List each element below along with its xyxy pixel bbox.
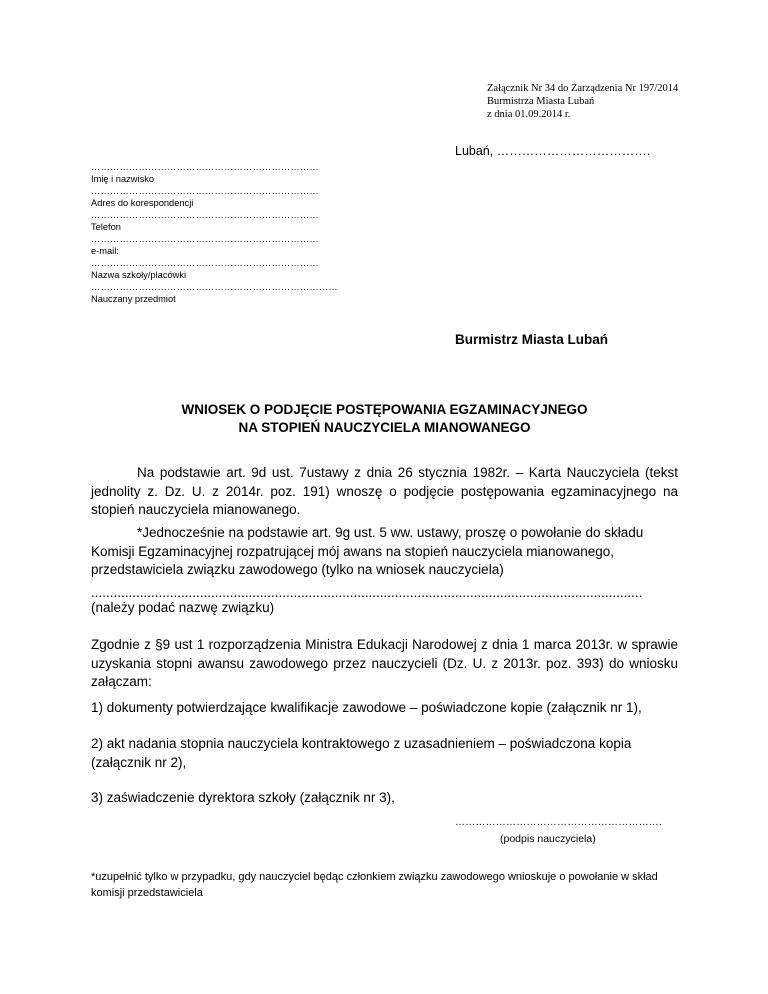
sender-field-label: Imię i nazwisko	[91, 174, 155, 184]
annex-line-1: Załącznik Nr 34 do Zarządzenia Nr 197/2014	[487, 83, 679, 94]
document-title	[91, 401, 678, 437]
paragraph-union-request: *Jednocześnie na podstawie art. 9g ust. 5 ww. ustawy, proszę o powołanie do składu Komisji Egzaminacyjnej rozpatrującej mój awans na stopień nauczyciela mianowanego, przedstawiciela związku zawodowego (tylko na wniosek nauczyciela)	[91, 525, 644, 577]
attachment-item-3: 3) zaświadczenie dyrektora szkoły (załącznik nr 3),	[91, 790, 395, 805]
sender-field-dots: ……………………………………………………………………	[91, 282, 338, 292]
sender-field-label: Telefon	[91, 222, 121, 232]
sender-field-label: Nauczany przedmiot	[91, 294, 176, 304]
sender-field-dots: ………………………………………………………………	[91, 258, 319, 268]
paragraph-attachments: Zgodnie z §9 ust 1 rozporządzenia Ministra Edukacji Narodowej z dnia 1 marca 2013r. w sprawie uzyskania stopni awansu zawodowego przez nauczycieli (Dz. U. z 2013r. poz. 393) do wniosku załączam:	[91, 637, 678, 689]
title-line-1: WNIOSEK O PODJĘCIE POSTĘPOWANIA EGZAMINACYJNEGO	[181, 402, 588, 417]
sender-field-label: e-mail:	[91, 246, 119, 256]
sender-field-dots: ………………………………………………………………	[91, 234, 319, 244]
sender-field-dots: ………………………………………………………………	[91, 210, 319, 220]
addressee: Burmistrz Miasta Lubań	[455, 332, 609, 347]
union-name-hint: (należy podać nazwę związku)	[91, 600, 275, 615]
sender-block	[91, 162, 338, 306]
union-name-dots: ...................................................................................................................................................	[91, 585, 643, 600]
signature-label: (podpis nauczyciela)	[500, 833, 596, 845]
paragraph-request: Na podstawie art. 9d ust. 7ustawy z dnia 26 stycznia 1982r. – Karta Nauczyciela (tekst jednolity z. Dz. U. z 2014r. poz. 191) wnoszę o podjęcie postępowania egzaminacyjnego na stopień nauczyciela mianowanego.	[91, 465, 678, 517]
attachment-item-1: 1) dokumenty potwierdzające kwalifikacje zawodowe – poświadczone kopie (załącznik nr 1),	[91, 700, 642, 715]
annex-header	[487, 82, 747, 121]
title-line-2: NA STOPIEŃ NAUCZYCIELA MIANOWANEGO	[238, 420, 531, 435]
sender-field-label: Nazwa szkoły/placówki	[91, 270, 187, 280]
place-date: Lubań, ……………………………….	[455, 144, 651, 158]
annex-line-2: Burmistrza Miasta Lubań	[487, 96, 595, 107]
attachment-item-2: 2) akt nadania stopnia nauczyciela kontraktowego z uzasadnieniem – poświadczona kopia (załącznik nr 2),	[91, 736, 632, 770]
footnote: *uzupełnić tylko w przypadku, gdy nauczyciel będąc członkiem związku zawodowego wnioskuje o powołanie w skład komisji przedstawiciela	[91, 871, 658, 899]
annex-line-3: z dnia 01.09.2014 r.	[487, 109, 571, 120]
sender-field-dots: ………………………………………………………………	[91, 186, 319, 196]
sender-field-dots: ………………………………………………………………	[91, 162, 319, 172]
signature-dots: …………………………………………………….	[455, 817, 662, 828]
sender-field-label: Adres do korespondencji	[91, 198, 194, 208]
